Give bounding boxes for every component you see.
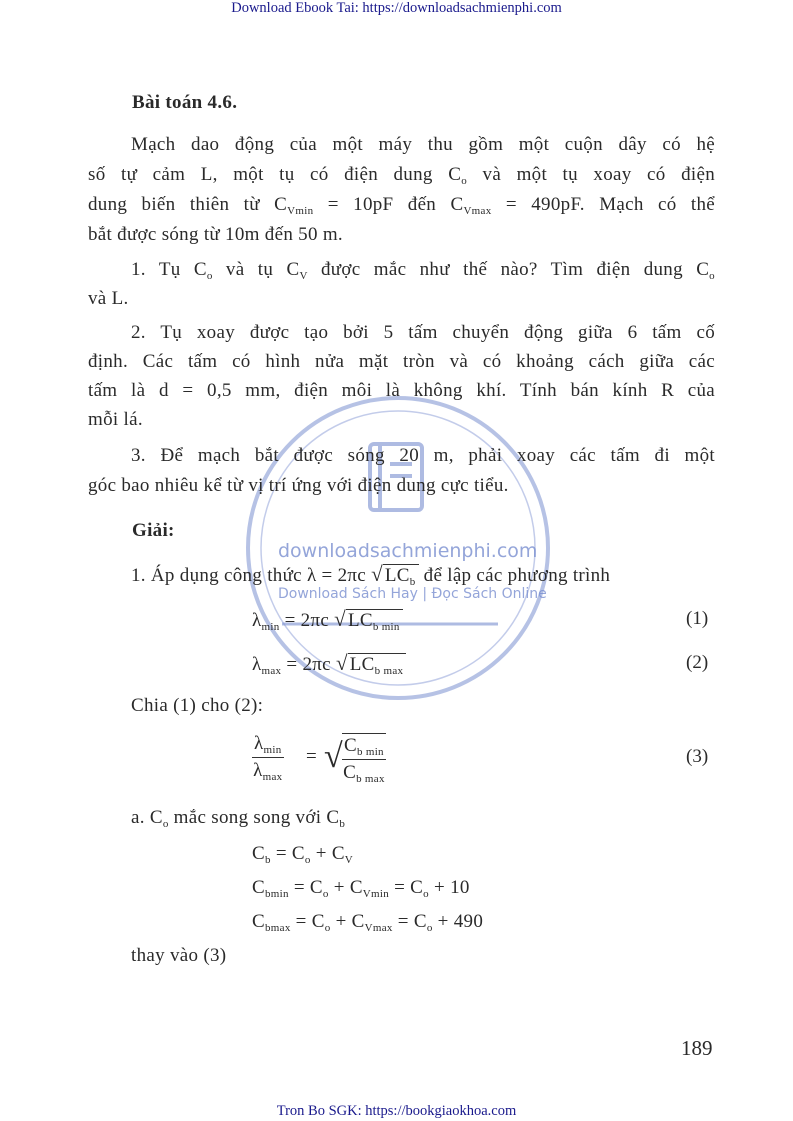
- equation-3-radical: √: [324, 738, 343, 775]
- equation-1: $\lambda_{min} = 2\pi c$ √ $LC_{b min}$: [252, 608, 403, 632]
- question-3-line-1: 3. Để mạch bắt được sóng 20 m, phải xoay các tấm đi một: [131, 445, 715, 466]
- equation-3-left-fraction: $\lambda_{min}$ $\lambda_{max}$: [253, 733, 283, 783]
- problem-title: Bài toán 4.6.: [132, 92, 238, 113]
- capacitance-eq-1: $C_b = C_o + C_V$: [252, 843, 354, 866]
- solution-step-1: 1. Áp dụng công thức λ = 2πc √ $LC_b$ để lập các phương trình: [131, 562, 611, 588]
- divide-line: Chia (1) cho (2):: [131, 695, 264, 716]
- equation-2-number: (2): [686, 652, 709, 673]
- page-header-link[interactable]: Download Ebook Tai: https://downloadsachmienphi.com: [231, 0, 562, 16]
- question-2-line-2: định. Các tấm có hình nửa mặt tròn và có khoảng cách giữa các: [88, 351, 715, 372]
- watermark-site: downloadsachmienphi.com: [278, 540, 538, 562]
- page-footer-link[interactable]: Tron Bo SGK: https://bookgiaokhoa.com: [276, 1103, 517, 1119]
- question-2-line-3: tấm là d = 0,5 mm, điện môi là không khí. Tính bán kính R của: [88, 380, 715, 401]
- question-1: 1. Tụ $C_o$ và tụ $C_V$ được mắc như thế nào? Tìm điện dung $C_o$: [131, 259, 715, 282]
- question-1-line-2: và L.: [88, 288, 129, 309]
- intro-line-1: Mạch dao động của một máy thu gồm một cuộn dây có hệ: [131, 134, 715, 155]
- intro-line-4: bắt được sóng từ 10m đến 50 m.: [88, 224, 343, 245]
- equation-3-number: (3): [686, 746, 709, 767]
- intro-line-2: số tự cảm L, một tụ có điện dung $C_o$ và một tụ xoay có điện: [88, 164, 716, 187]
- substitute-line: thay vào (3): [131, 945, 227, 966]
- equation-3-equals: =: [306, 746, 318, 767]
- watermark-tagline: Download Sách Hay | Đọc Sách Online: [278, 586, 547, 602]
- capacitance-eq-2: $C_{bmin} = C_o + C_{Vmin} = C_o + 10$: [252, 877, 470, 900]
- equation-2: $\lambda_{max} = 2\pi c$ √ $LC_{b max}$: [252, 652, 406, 676]
- question-2-line-1: 2. Tụ xoay được tạo bởi 5 tấm chuyển động giữa 6 tấm cố: [131, 322, 715, 343]
- intro-line-3: dung biến thiên từ $C_{Vmin} = 10pF$ đến $C_{Vmax} = 490pF$. Mạch có thể: [88, 194, 716, 217]
- equation-3-right-fraction: $C_{b min}$ $C_{b max}$: [343, 735, 385, 785]
- capacitance-eq-3: $C_{bmax} = C_o + C_{Vmax} = C_o + 490$: [252, 911, 484, 934]
- part-a-line: a. $C_o$ mắc song song với $C_b$: [131, 807, 346, 830]
- question-2-line-4: mỗi lá.: [88, 409, 143, 430]
- question-3-line-2: góc bao nhiêu kể từ vị trí ứng với điện dung cực tiểu.: [88, 475, 509, 496]
- solution-heading: Giải:: [132, 520, 175, 541]
- page-number: 189: [681, 1036, 713, 1060]
- equation-1-number: (1): [686, 608, 709, 629]
